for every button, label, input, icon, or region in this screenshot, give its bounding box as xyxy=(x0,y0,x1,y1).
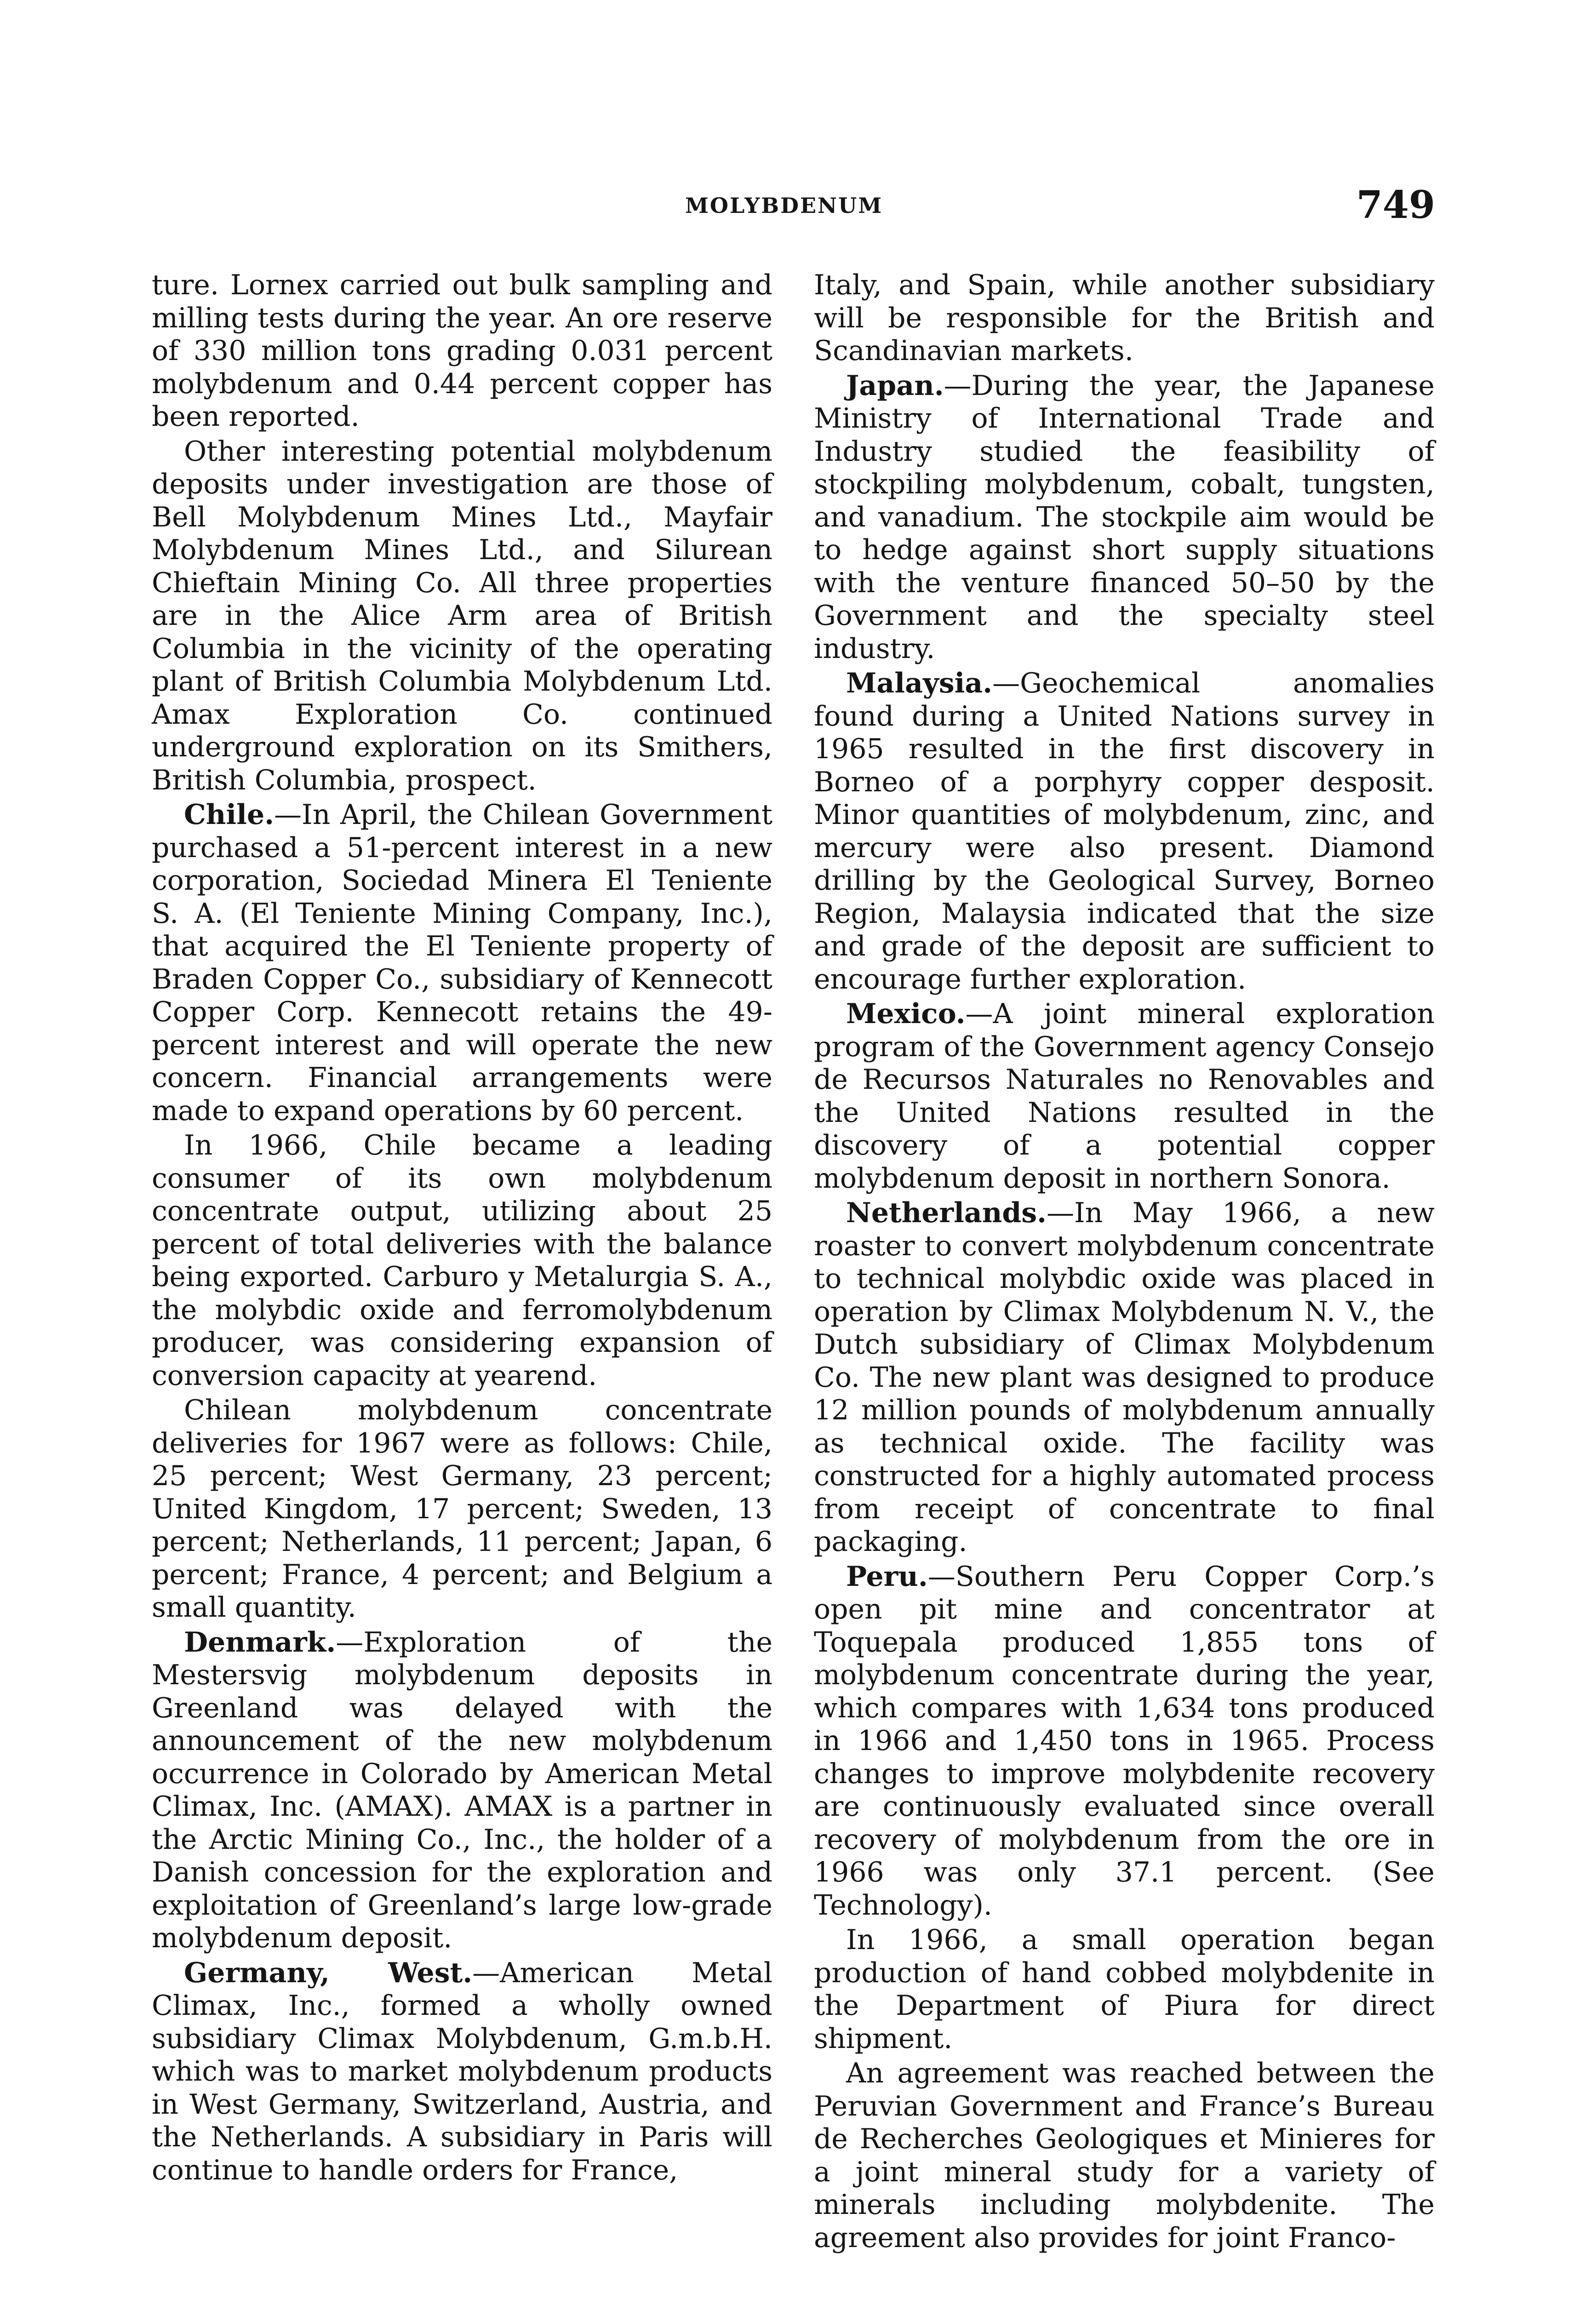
paragraph xyxy=(814,269,1435,368)
paragraph-text: —In May 1966, a new roaster to convert molybdenum concentrate to technical molybdic oxide was placed in operation by Climax Molybdenum N. V., the Dutch subsidiary of Climax Molybdenum Co. The new plant was designed to produce 12 million pounds of molybdenum annually as technical oxide. The facility was constructed for a highly automated process from receipt of concentrate to final packaging. xyxy=(814,1197,1435,1558)
paragraph xyxy=(152,1626,772,1955)
paragraph xyxy=(152,799,772,1127)
right-column xyxy=(814,269,1435,2254)
running-title: MOLYBDENUM xyxy=(685,193,883,218)
paragraph-lead: Mexico. xyxy=(846,998,966,1030)
paragraph-lead: Denmark. xyxy=(184,1626,336,1658)
paragraph xyxy=(814,2057,1435,2254)
paragraph-text: Chilean molybdenum concentrate deliveries for 1967 were as follows: Chile, 25 percent; West Germany, 23 percent; United Kingdom, 17 percent; Sweden, 13 percent; Netherlands, 11 percent; Japan, 6 percent; France, 4 percent; and Belgium a small quantity. xyxy=(152,1394,772,1624)
paragraph xyxy=(814,1924,1435,2055)
paragraph-lead: Japan. xyxy=(846,369,944,402)
paragraph-text: Italy, and Spain, while another subsidiary will be responsible for the British and Scandinavian markets. xyxy=(814,269,1435,367)
paragraph xyxy=(152,269,772,434)
paragraph-text: ture. Lornex carried out bulk sampling and milling tests during the year. An ore reserve of 330 million tons grading 0.031 percent molybdenum and 0.44 percent copper has been reported. xyxy=(152,269,772,433)
paragraph-text: —Southern Peru Copper Corp.’s open pit mine and concentrator at Toquepala produced 1,855 tons of molybdenum concentrate during the year, which compares with 1,634 tons produced in 1966 and 1,450 tons in 1965. Process changes to improve molybdenite recovery are continuously evaluated since overall recovery of molybdenum from the ore in 1966 was only 37.1 percent. (See Technology). xyxy=(814,1560,1435,1922)
page-number: 749 xyxy=(1356,183,1435,227)
paragraph-text: —American Metal Climax, Inc., formed a wholly owned subsidiary Climax Molybdenum, G.m.b.H. which was to market molybdenum products in West Germany, Switzerland, Austria, and the Netherlands. A subsidiary in Paris will continue to handle orders for France, xyxy=(152,1956,772,2186)
left-column xyxy=(152,269,772,2187)
paragraph-text: —Geochemical anomalies found during a United Nations survey in 1965 resulted in the first discovery in Borneo of a porphyry copper desposit. Minor quantities of molybdenum, zinc, and mercury were also present. Diamond drilling by the Geological Survey, Borneo Region, Malaysia indicated that the size and grade of the deposit are sufficient to encourage further exploration. xyxy=(814,667,1435,995)
paragraph-lead: Chile. xyxy=(184,799,275,831)
paragraph-lead: Malaysia. xyxy=(846,667,993,699)
paragraph xyxy=(152,1957,772,2187)
paragraph xyxy=(814,998,1435,1195)
paragraph xyxy=(152,1394,772,1624)
paragraph-text: —Exploration of the Mestersvig molybdenum deposits in Greenland was delayed with the announcement of the new molybdenum occurrence in Colorado by American Metal Climax, Inc. (AMAX). AMAX is a partner in the Arctic Mining Co., Inc., the holder of a Danish concession for the exploration and exploitation of Greenland’s large low-grade molybdenum deposit. xyxy=(152,1626,772,1954)
paragraph xyxy=(814,370,1435,666)
paragraph-text: —During the year, the Japanese Ministry of International Trade and Industry studied the feasibility of stockpiling molybdenum, cobalt, tungsten, and vanadium. The stockpile aim would be to hedge against short supply situations with the venture financed 50–50 by the Government and the specialty steel industry. xyxy=(814,369,1435,665)
paragraph xyxy=(814,1197,1435,1559)
paragraph xyxy=(152,1129,772,1392)
paragraph xyxy=(814,667,1435,996)
paragraph-text: In 1966, Chile became a leading consumer of its own molybdenum concentrate output, utilizing about 25 percent of total deliveries with the balance being exported. Carburo y Metalurgia S. A., the molybdic oxide and ferromolybdenum producer, was considering expansion of conversion capacity at yearend. xyxy=(152,1129,772,1392)
paragraph-text: —In April, the Chilean Government purchased a 51-percent interest in a new corporation, Sociedad Minera El Teniente S. A. (El Teniente Mining Company, Inc.), that acquired the El Teniente property of Braden Copper Co., subsidiary of Kennecott Copper Corp. Kennecott retains the 49-percent interest and will operate the new concern. Financial arrangements were made to expand operations by 60 percent. xyxy=(152,799,772,1127)
paragraph-text: Other interesting potential molybdenum deposits under investigation are those of Bell Molybdenum Mines Ltd., Mayfair Molybdenum Mines Ltd., and Silurean Chieftain Mining Co. All three properties are in the Alice Arm area of British Columbia in the vicinity of the operating plant of British Columbia Molybdenum Ltd. Amax Exploration Co. continued underground exploration on its Smithers, British Columbia, prospect. xyxy=(152,435,772,796)
paragraph xyxy=(152,435,772,797)
paragraph-text: —A joint mineral exploration program of the Government agency Consejo de Recursos Naturales no Renovables and the United Nations resulted in the discovery of a potential copper molybdenum deposit in northern Sonora. xyxy=(814,998,1435,1195)
paragraph xyxy=(814,1561,1435,1922)
paragraph-lead: Germany, West. xyxy=(184,1956,473,1989)
paragraph-text: In 1966, a small operation began production of hand cobbed molybdenite in the Department of Piura for direct shipment. xyxy=(814,1924,1435,2055)
paragraph-text: An agreement was reached between the Peruvian Government and France’s Bureau de Recherches Geologiques et Minieres for a joint mineral study for a variety of minerals including molybdenite. The agreement also provides for joint Franco- xyxy=(814,2057,1435,2254)
paragraph-lead: Netherlands. xyxy=(846,1197,1047,1229)
paragraph-lead: Peru. xyxy=(846,1560,928,1593)
